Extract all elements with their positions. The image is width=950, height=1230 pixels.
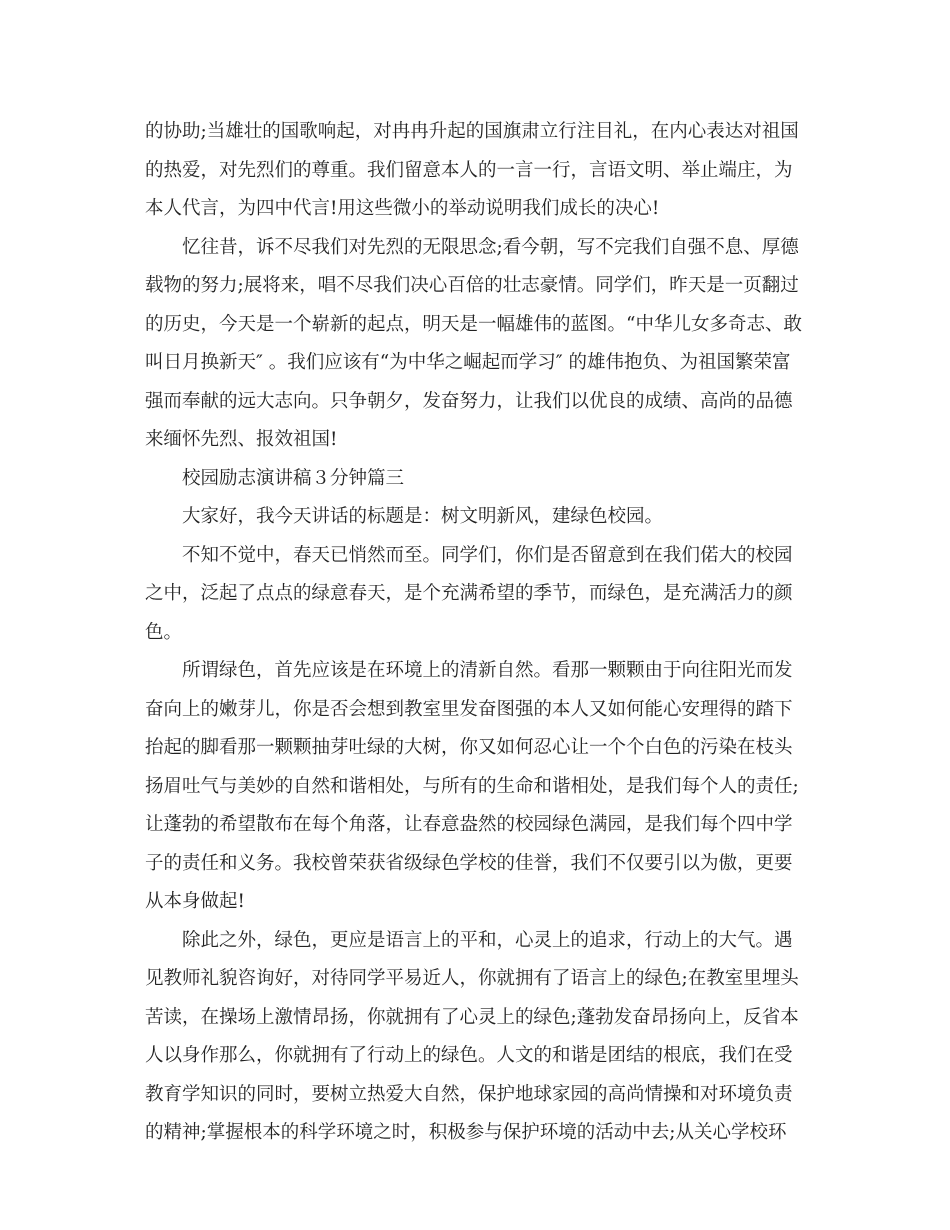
- text-line: 的历史，今天是一个崭新的起点，明天是一幅雄伟的蓝图。“中华儿女多奇志、敢: [145, 313, 802, 335]
- text-line: 本人代言，为四中代言!用这些微小的举动说明我们成长的决心!: [145, 198, 660, 219]
- text-line: 所谓绿色，首先应该是在环境上的清新自然。看那一颗颗由于向往阳光而发: [145, 660, 793, 681]
- text-line: 之中，泛起了点点的绿意春天，是个充满希望的季节，而绿色，是充满活力的颜: [145, 583, 793, 604]
- text-line: 见教师礼貌咨询好，对待同学平易近人，你就拥有了语言上的绿色;在教室里埋头: [145, 968, 799, 989]
- text-line: 教育学知识的同时，要树立热爱大自然，保护地球家园的高尚情操和对环境负责: [145, 1083, 793, 1105]
- text-line: 叫日月换新天″ 。我们应该有“为中华之崛起而学习″ 的雄伟抱负、为祖国繁荣富: [145, 352, 791, 373]
- text-line: 让蓬勃的希望散布在每个角落，让春意盎然的校园绿色满园，是我们每个四中学: [145, 814, 793, 835]
- text-line: 大家好，我今天讲话的标题是：树文明新风，建绿色校园。: [145, 506, 664, 527]
- text-line: 强而奉献的远大志向。只争朝夕，发奋努力，让我们以优良的成绩、高尚的品德: [145, 390, 793, 412]
- body-text: [145, 113, 810, 1153]
- text-line: 不知不觉中，春天已悄然而至。同学们，你们是否留意到在我们偌大的校园: [145, 544, 793, 566]
- text-line: 的热爱，对先烈们的尊重。我们留意本人的一言一行，言语文明、举止端庄，为: [145, 159, 793, 181]
- text-line: 来缅怀先烈、报效祖国!: [145, 429, 338, 450]
- text-line: 人以身作那么，你就拥有了行动上的绿色。人文的和谐是团结的根底，我们在受: [145, 1045, 793, 1066]
- section-heading: 校园励志演讲稿３分钟篇三: [145, 467, 405, 489]
- text-line: 子的责任和义务。我校曾荣获省级绿色学校的佳誉，我们不仅要引以为傲，更要: [145, 852, 793, 874]
- text-line: 色。: [145, 621, 183, 643]
- text-line: 抬起的脚看那一颗颗抽芽吐绿的大树，你又如何忍心让一个个白色的污染在枝头: [145, 737, 793, 758]
- text-line: 的精神;掌握根本的科学环境之时，积极参与保护环境的活动中去;从关心学校环: [145, 1122, 787, 1143]
- text-line: 的协助;当雄壮的国歌响起，对冉冉升起的国旗肃立行注目礼，在内心表达对祖国: [145, 121, 799, 142]
- text-line: 从本身做起!: [145, 891, 245, 912]
- text-line: 载物的努力;展将来，唱不尽我们决心百倍的壮志豪情。同学们，昨天是一页翻过: [145, 275, 799, 296]
- text-line: 除此之外，绿色，更应是语言上的平和，心灵上的追求，行动上的大气。遇: [145, 929, 793, 951]
- text-line: 忆往昔，诉不尽我们对先烈的无限思念;看今朝，写不完我们自强不息、厚德: [145, 236, 799, 258]
- text-line: 奋向上的嫩芽儿，你是否会想到教室里发奋图强的本人又如何能心安理得的踏下: [145, 698, 793, 720]
- text-line: 扬眉吐气与美妙的自然和谐相处，与所有的生命和谐相处，是我们每个人的责任;: [145, 775, 799, 797]
- text-line: 苦读，在操场上激情昂扬，你就拥有了心灵上的绿色;蓬勃发奋昂扬向上，反省本: [145, 1006, 799, 1028]
